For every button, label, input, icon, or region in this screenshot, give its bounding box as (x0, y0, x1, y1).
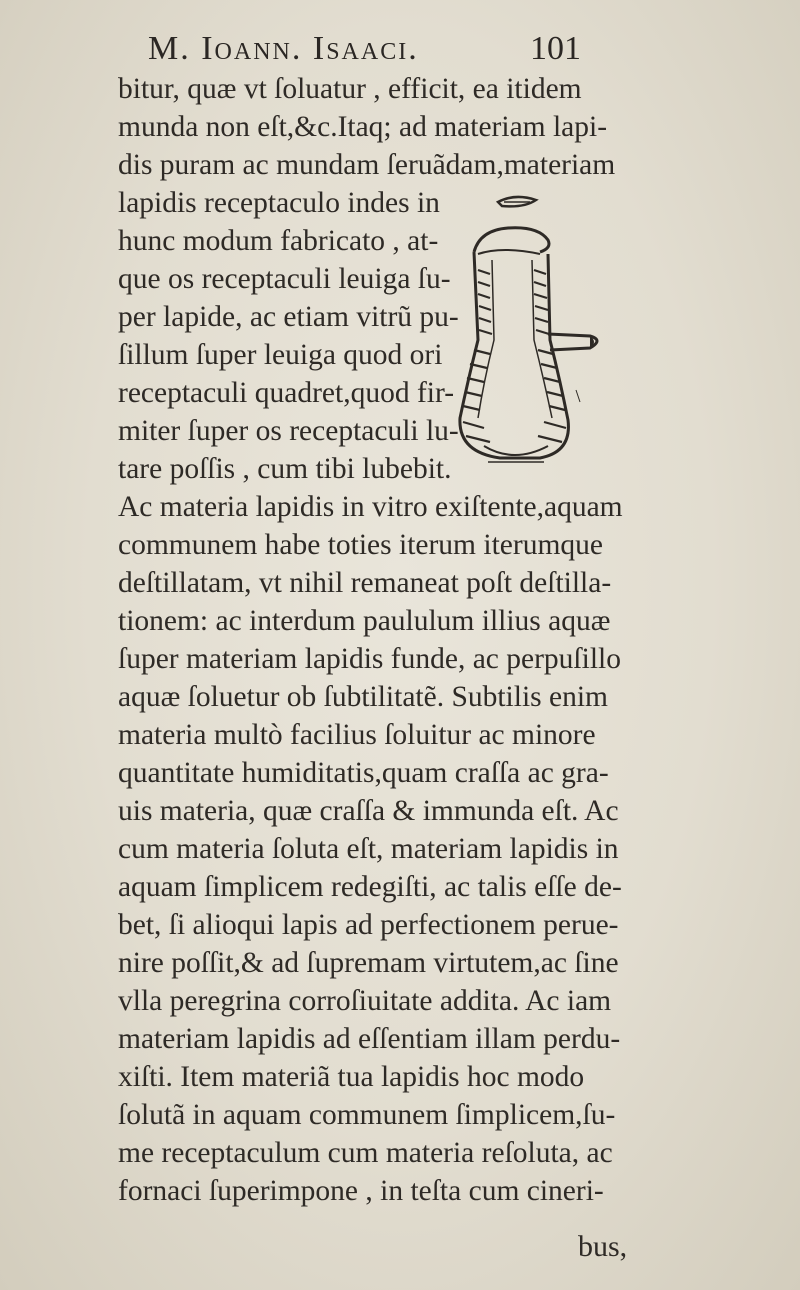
text-line: vlla peregrina corroſiuitate addita. Ac iam (118, 985, 612, 1017)
catchword: bus, (578, 1230, 628, 1263)
text-line: aquam ſimplicem redegiſti, ac talis eſſe de- (118, 871, 622, 903)
text-line: communem habe toties iterum iterumque (118, 529, 603, 561)
text-line: fornaci ſuperimpone , in teſta cum cineri- (118, 1175, 604, 1207)
page-number: 101 (530, 30, 581, 67)
text-line: me receptaculum cum materia reſoluta, ac (118, 1137, 613, 1169)
text-line: que os receptaculi leuiga ſu- (118, 263, 451, 295)
text-line: materiam lapidis ad eſſentiam illam perdu- (118, 1023, 621, 1055)
text-line: cum materia ſoluta eſt, materiam lapidis in (118, 833, 619, 865)
text-line: uis materia, quæ craſſa & immunda eſt. Ac (118, 795, 619, 827)
text-line: quantitate humiditatis,quam craſſa ac gra- (118, 757, 609, 789)
text-line: receptaculi quadret,quod fir- (118, 377, 455, 409)
running-head: M. Ioann. Isaaci. (148, 30, 419, 67)
text-line: ſuper materiam lapidis funde, ac perpuſillo (118, 643, 621, 675)
page-header (0, 30, 800, 70)
text-line: bet, ſi alioqui lapis ad perfectionem perue- (118, 909, 619, 941)
text-line: munda non eſt,&c.Itaq; ad materiam lapi- (118, 111, 608, 143)
text-line: lapidis receptaculo indes in (118, 187, 440, 219)
text-line: dis puram ac mundam ſeruãdam,materiam (118, 149, 616, 181)
receptacle-woodcut-illustration (440, 190, 620, 480)
text-line: ſolutã in aquam communem ſimplicem,ſu- (118, 1099, 616, 1131)
text-line: hunc modum fabricato , at- (118, 225, 439, 257)
text-line: deſtillatam, vt nihil remaneat poſt deſtilla- (118, 567, 612, 599)
text-line: Ac materia lapidis in vitro exiſtente,aquam (118, 491, 623, 523)
text-line: materia multò facilius ſoluitur ac minore (118, 719, 596, 751)
text-line: ſillum ſuper leuiga quod ori (118, 339, 443, 371)
text-line: aquæ ſoluetur ob ſubtilitatẽ. Subtilis enim (118, 681, 608, 713)
text-line: nire poſſit,& ad ſupremam virtutem,ac ſine (118, 947, 619, 979)
text-line: bitur, quæ vt ſoluatur , efficit, ea itidem (118, 73, 582, 105)
text-line: tionem: ac interdum paululum illius aquæ (118, 605, 611, 637)
text-line: tare poſſis , cum tibi lubebit. (118, 453, 452, 485)
text-line: per lapide, ac etiam vitrũ pu- (118, 301, 459, 333)
text-line: xiſti. Item materiã tua lapidis hoc modo (118, 1061, 585, 1093)
text-line: miter ſuper os receptaculi lu- (118, 415, 459, 447)
